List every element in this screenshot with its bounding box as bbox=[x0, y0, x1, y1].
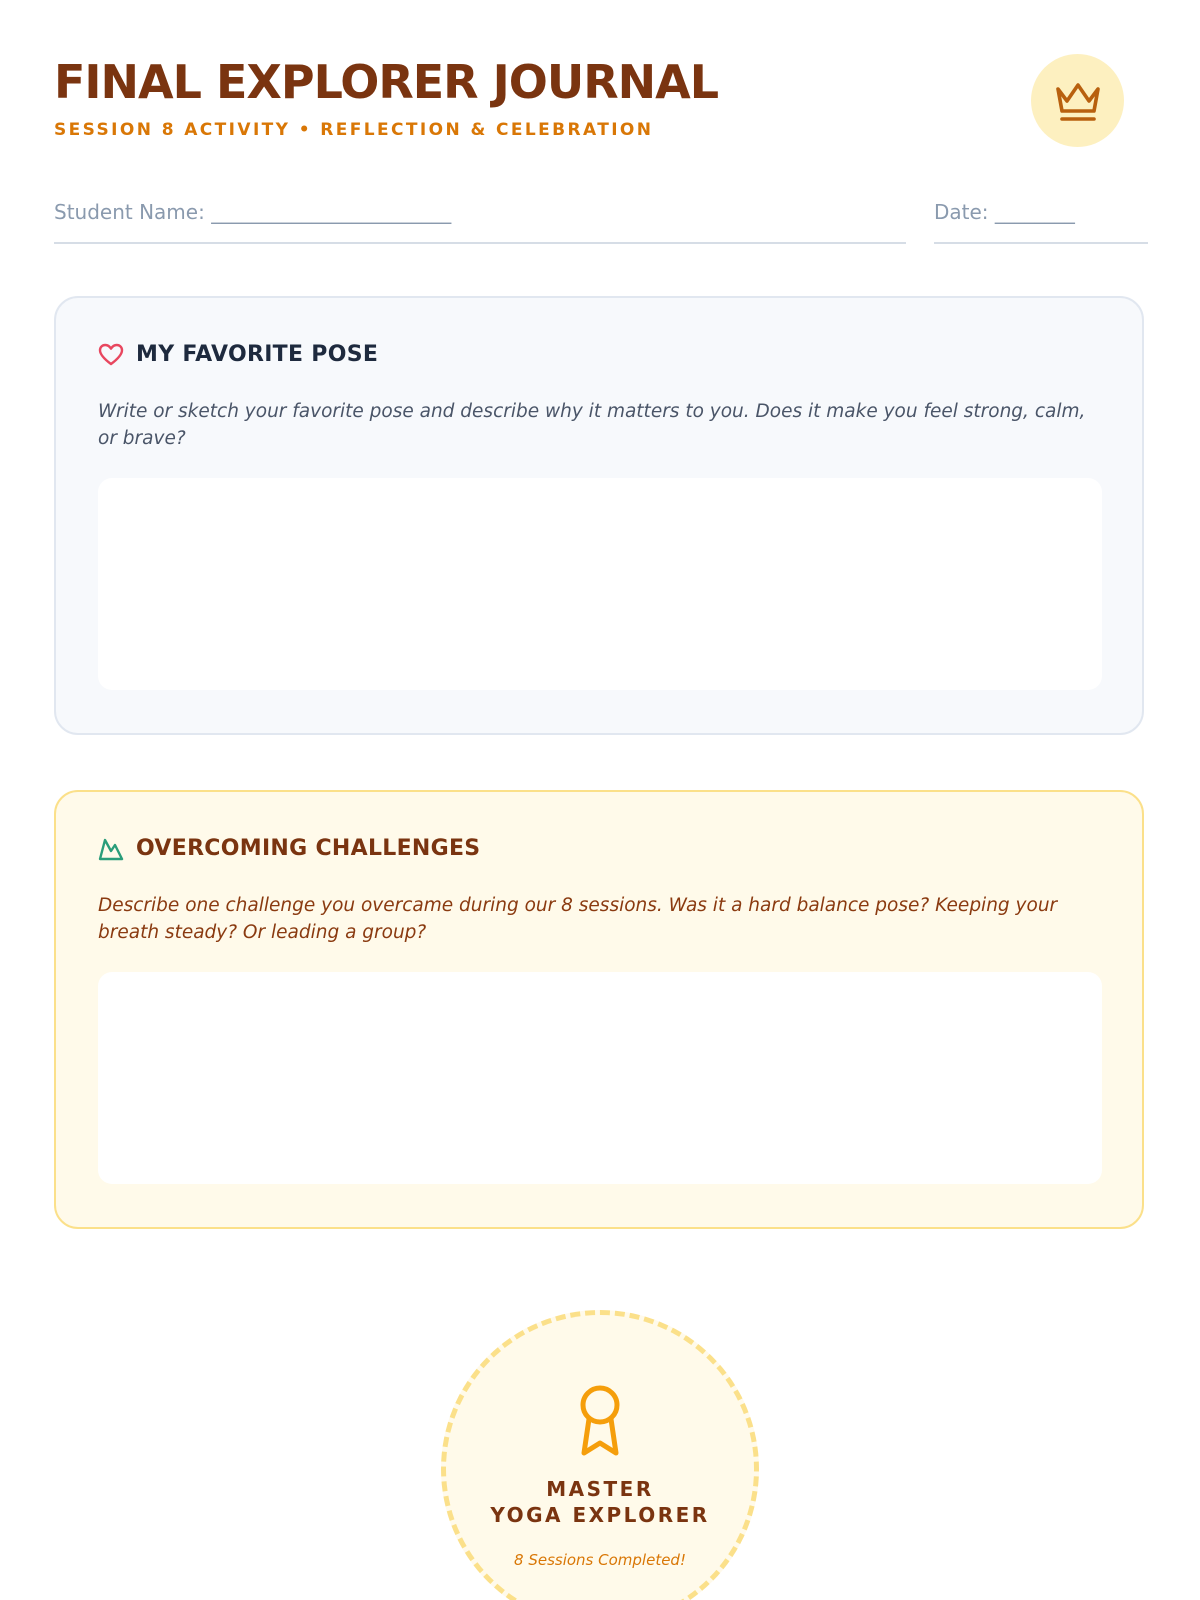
favorite-pose-answer-box[interactable] bbox=[98, 478, 1102, 690]
favorite-pose-card bbox=[54, 296, 1144, 735]
header bbox=[54, 54, 1124, 154]
card-header bbox=[98, 836, 480, 861]
crown-badge bbox=[1031, 54, 1124, 147]
mountain-icon bbox=[98, 837, 124, 861]
student-fields bbox=[54, 200, 1148, 244]
student-name-field[interactable]: Student Name: ________________________ bbox=[54, 200, 906, 244]
badge-title-line2: YOGA EXPLORER bbox=[490, 1503, 710, 1527]
date-field[interactable]: Date: ________ bbox=[934, 200, 1148, 244]
badge-subtitle: 8 Sessions Completed! bbox=[514, 1551, 686, 1569]
page-title: FINAL EXPLORER JOURNAL bbox=[54, 55, 719, 109]
card-title: OVERCOMING CHALLENGES bbox=[136, 836, 481, 861]
card-header bbox=[98, 342, 378, 367]
page-subtitle: SESSION 8 ACTIVITY • REFLECTION & CELEBRATION bbox=[54, 120, 654, 140]
card-title: MY FAVORITE POSE bbox=[136, 342, 379, 367]
award-icon bbox=[574, 1383, 626, 1459]
crown-icon bbox=[1053, 79, 1103, 123]
achievement-badge bbox=[441, 1310, 759, 1600]
overcoming-challenges-card bbox=[54, 790, 1144, 1229]
card-prompt: Describe one challenge you overcame during our 8 sessions. Was it a hard balance pose? Keeping your breath steady? Or leading a group? bbox=[98, 895, 1058, 943]
badge-title-line1: MASTER bbox=[546, 1477, 654, 1501]
card-prompt: Write or sketch your favorite pose and describe why it matters to you. Does it make you feel strong, calm, or brave? bbox=[98, 401, 1086, 449]
challenges-answer-box[interactable] bbox=[98, 972, 1102, 1184]
heart-icon bbox=[98, 343, 124, 367]
